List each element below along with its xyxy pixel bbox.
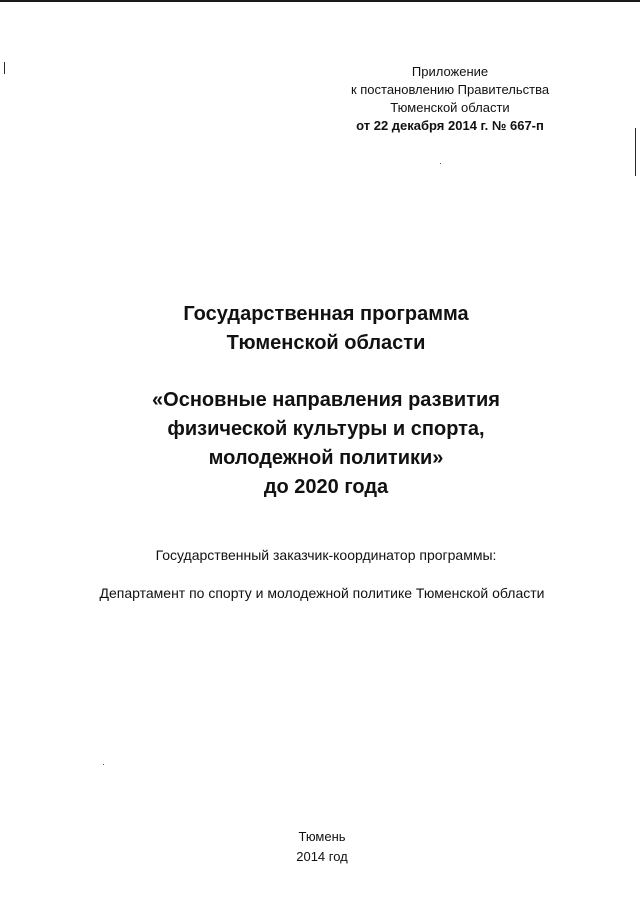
scan-mark-right xyxy=(635,128,636,176)
coordinator-label: Государственный заказчик-координатор программы: xyxy=(155,547,497,563)
title-line: молодежной политики» xyxy=(208,447,444,469)
appendix-title: Приложение xyxy=(411,64,489,79)
program-title xyxy=(0,300,640,502)
footer xyxy=(0,827,640,867)
scan-top-edge xyxy=(0,0,640,2)
title-line: физической культуры и спорта, xyxy=(167,418,485,440)
title-line: до 2020 года xyxy=(263,476,389,498)
title-line: «Основные направления развития xyxy=(152,389,500,411)
footer-year: 2014 год xyxy=(296,849,348,864)
scan-mark-left xyxy=(4,62,5,74)
footer-city: Тюмень xyxy=(298,829,346,844)
appendix-region: Тюменской области xyxy=(390,100,510,115)
title-line: Тюменской области xyxy=(226,332,426,354)
title-spacer xyxy=(0,358,640,386)
appendix-resolution: к постановлению Правительства xyxy=(350,82,550,97)
title-line: Государственная программа xyxy=(183,303,469,325)
appendix-block xyxy=(330,63,570,135)
appendix-date-number: от 22 декабря 2014 г. № 667-п xyxy=(356,118,544,133)
scan-speck xyxy=(440,163,441,164)
scan-speck xyxy=(103,764,104,765)
department-name: Департамент по спорту и молодежной политике Тюменской области xyxy=(99,585,545,601)
